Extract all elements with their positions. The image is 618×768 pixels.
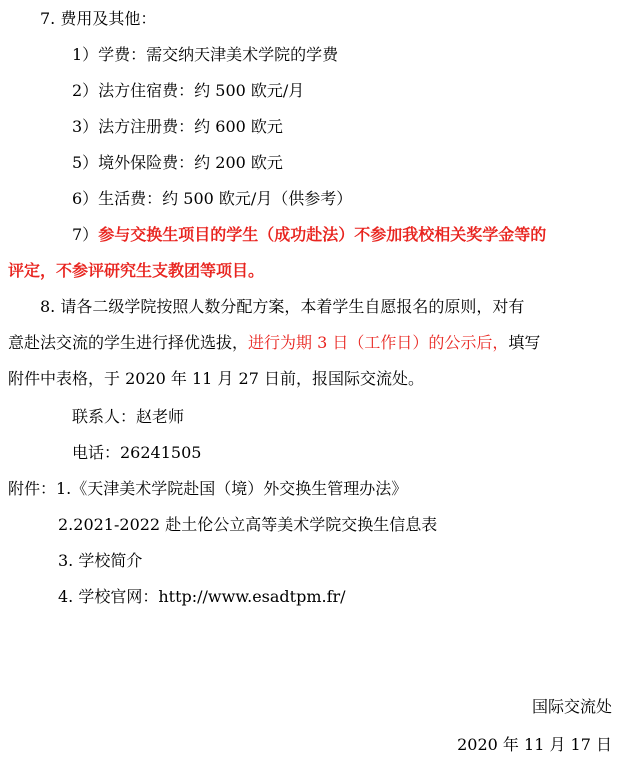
attachment-1: 附件：1.《天津美术学院赴国（境）外交换生管理办法》 (8, 479, 408, 498)
attachment-2: 2.2021-2022 赴土伦公立高等美术学院交换生信息表 (58, 515, 438, 534)
fee-item-insurance: 5）境外保险费：约 200 欧元 (72, 153, 283, 172)
section-8-line-2-text: 意赴法交流的学生进行择优选拔， (8, 333, 249, 352)
section-7-heading: 7. 费用及其他： (40, 9, 157, 28)
fee-item-living: 6）生活费：约 500 欧元/月（供参考） (72, 189, 353, 208)
fee-item-tuition: 1）学费：需交纳天津美术学院的学费 (72, 45, 339, 64)
fee-item-7 (72, 224, 546, 246)
section-8-line-2-tail: 填写 (508, 333, 541, 352)
signature-date: 2020 年 11 月 17 日 (457, 735, 612, 754)
section-8-line-2 (8, 332, 540, 354)
attachment-4: 4. 学校官网：http://www.esadtpm.fr/ (58, 587, 346, 606)
fee-item-housing: 2）法方住宿费：约 500 欧元/月 (72, 81, 305, 100)
fee-item-7-notice-cont: 评定，不参评研究生支教团等项目。 (8, 261, 265, 280)
fee-item-registration: 3）法方注册费：约 600 欧元 (72, 117, 283, 136)
fee-item-7-prefix: 7） (72, 225, 99, 244)
fee-item-7-notice: 参与交换生项目的学生（成功赴法）不参加我校相关奖学金等的 (98, 225, 547, 244)
contact-phone: 电话：26241505 (72, 443, 202, 462)
publicity-notice: 进行为期 3 日（工作日）的公示后， (248, 333, 509, 352)
section-8-line-3: 附件中表格，于 2020 年 11 月 27 日前，报国际交流处。 (8, 369, 424, 388)
signature-org: 国际交流处 (531, 697, 612, 716)
contact-person: 联系人：赵老师 (72, 407, 185, 426)
attachment-3: 3. 学校简介 (58, 551, 143, 570)
section-8-line-1: 8. 请各二级学院按照人数分配方案，本着学生自愿报名的原则，对有 (40, 297, 525, 316)
